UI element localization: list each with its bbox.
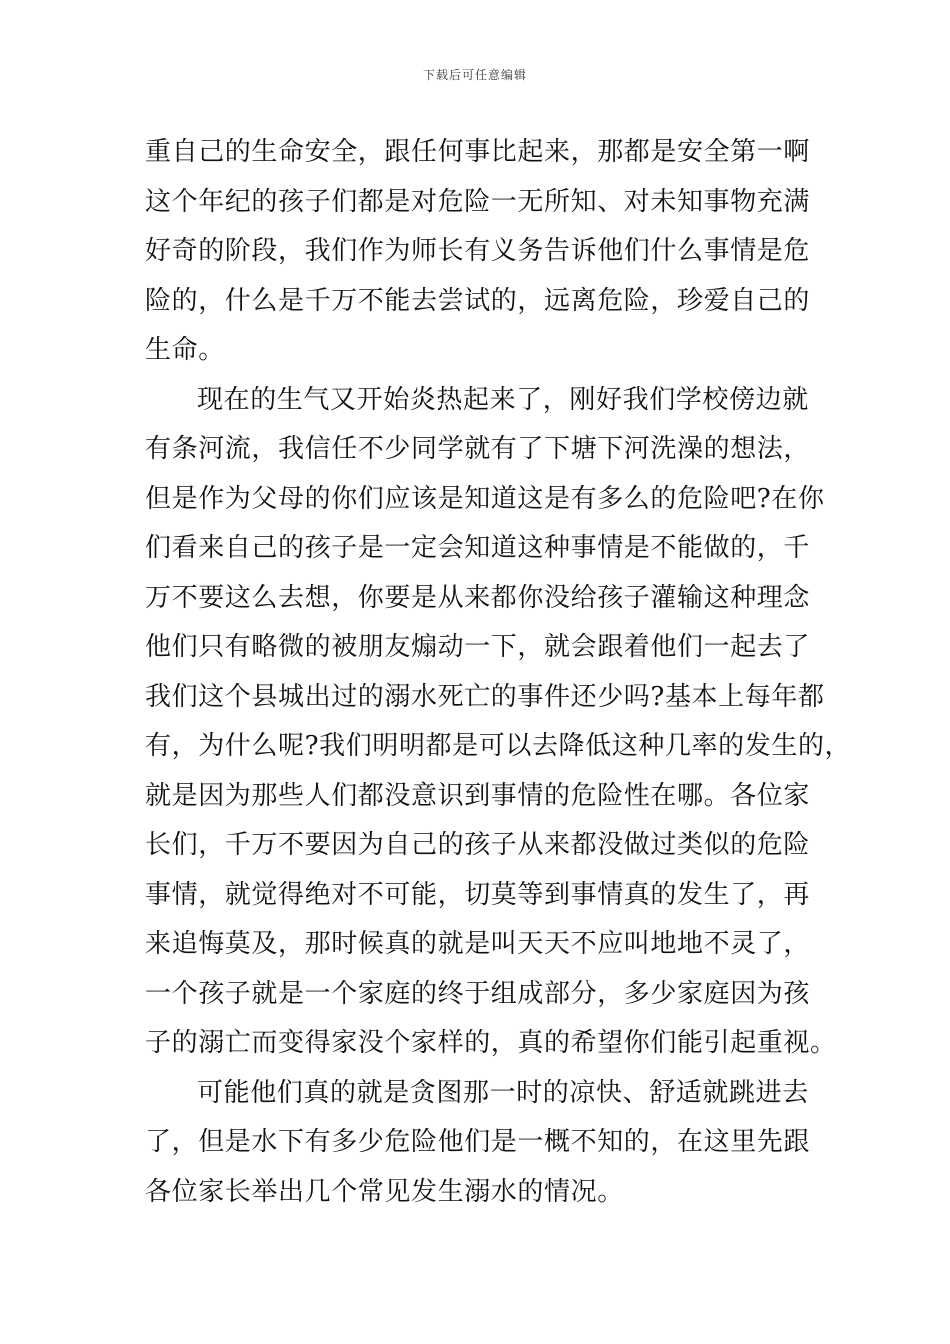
text-line: 好奇的阶段，我们作为师长有义务告诉他们什么事情是危 bbox=[145, 236, 811, 266]
text-line: 万不要这么去想，你要是从来都你没给孩子灌输这种理念 bbox=[145, 582, 811, 613]
text-line: 生命。 bbox=[145, 335, 225, 365]
paragraph-start-line: 可能他们真的就是贪图那一时的凉快、舒适就跳进去 bbox=[197, 1077, 809, 1108]
paragraph-start-line: 现在的生气又开始炎热起来了，刚好我们学校傍边就 bbox=[197, 384, 809, 415]
text-line: 他们只有略微的被朋友煽动一下，就会跟着他们一起去了 bbox=[145, 632, 811, 662]
text-line: 有，为什么呢?我们明明都是可以去降低这种几率的发生的， bbox=[145, 731, 852, 761]
text-line: 险的，什么是千万不能去尝试的，远离危险，珍爱自己的 bbox=[145, 285, 811, 316]
text-line: 有条河流，我信任不少同学就有了下塘下河洗澡的想法， bbox=[145, 434, 811, 464]
text-line: 重自己的生命安全，跟任何事比起来，那都是安全第一啊 bbox=[145, 137, 811, 167]
header-note: 下载后可任意编辑 bbox=[422, 68, 527, 82]
text-line: 来追悔莫及，那时候真的就是叫天天不应叫地地不灵了， bbox=[145, 929, 811, 959]
text-line: 子的溺亡而变得家没个家样的，真的希望你们能引起重视。 bbox=[145, 1028, 837, 1058]
text-line: 一个孩子就是一个家庭的终于组成部分，多少家庭因为孩 bbox=[145, 978, 811, 1009]
text-line: 长们，千万不要因为自己的孩子从来都没做过类似的危险 bbox=[145, 830, 811, 860]
text-line: 这个年纪的孩子们都是对危险一无所知、对未知事物充满 bbox=[145, 186, 811, 217]
text-line: 们看来自己的孩子是一定会知道这种事情是不能做的，千 bbox=[145, 533, 811, 563]
text-line: 各位家长举出几个常见发生溺水的情况。 bbox=[145, 1176, 624, 1207]
body-text bbox=[145, 128, 852, 1217]
text-line: 就是因为那些人们都没意识到事情的危险性在哪。各位家 bbox=[145, 780, 811, 811]
text-line: 但是作为父母的你们应该是知道这是有多么的危险吧?在你 bbox=[145, 483, 825, 514]
text-line: 我们这个县城出过的溺水死亡的事件还少吗?基本上每年都 bbox=[145, 681, 825, 712]
text-line: 了，但是水下有多少危险他们是一概不知的，在这里先跟 bbox=[145, 1127, 811, 1157]
text-line: 事情，就觉得绝对不可能，切莫等到事情真的发生了，再 bbox=[145, 879, 811, 910]
